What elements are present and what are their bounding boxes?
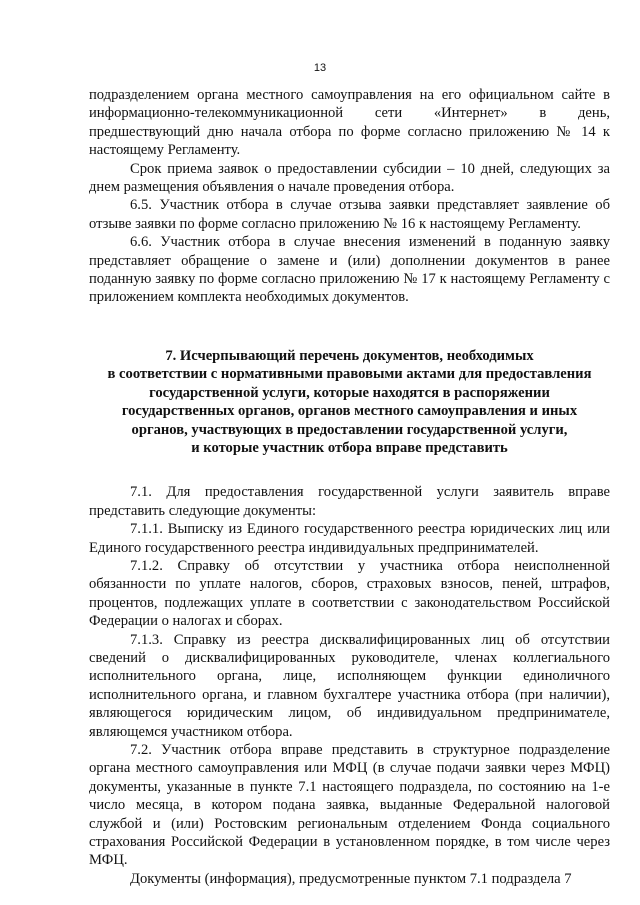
paragraph-application-period: Срок приема заявок о предоставлении субсидии – 10 дней, следующих за днем размещения объявления о начале проведения отбора. (89, 160, 610, 196)
paragraph-7-1-3: 7.1.3. Справку из реестра дисквалифицированных лиц об отсутствии сведений о дисквалифицированных руководителе, членах коллегиального исполнительного органа, лице, исполняющем функции единоличного исполнительного органа, и главном бухгалтере участника отбора (при наличии), являющегося юридическим лицом, об индивидуальном предпринимателе, являющемся участником отбора. (89, 631, 610, 740)
paragraph-documents-info: Документы (информация), предусмотренные пунктом 7.1 подраздела 7 (130, 870, 572, 887)
section-title-line: 7. Исчерпывающий перечень документов, необходимых (165, 347, 534, 364)
paragraph-7-1-1: 7.1.1. Выписку из Единого государственного реестра юридических лиц или Единого государственного реестра индивидуальных предпринимателей. (89, 521, 610, 556)
page-number: 13 (313, 62, 327, 74)
section-title-line: государственных органов, органов местного самоуправления и иных (121, 403, 578, 420)
paragraph-7-1: 7.1. Для предоставления государственной услуги заявитель вправе представить следующие документы: (89, 484, 610, 519)
section-title-line: органов, участвующих в предоставлении государственной услуги, (131, 421, 568, 438)
section-title-line: и которые участник отбора вправе представить (191, 439, 508, 456)
document-body (89, 86, 610, 888)
section-title-line: государственной услуги, которые находятся в распоряжении (149, 384, 550, 401)
section-title-line: в соответствии с нормативными правовыми актами для предоставления (107, 366, 592, 383)
paragraph-7-1-2: 7.1.2. Справку об отсутствии у участника отбора неисполненной обязанности по уплате налогов, сборов, страховых взносов, пеней, штрафов, процентов, подлежащих уплате в соответствии с законодательством Российской Федерации о налогах и сборах. (89, 557, 610, 630)
paragraph-continuation: подразделением органа местного самоуправления на его официальном сайте в информационно-телекоммуникационной сети «Интернет» в день, предшествующий дню начала отбора по форме согласно приложению № 14 к настоящему Регламенту. (89, 87, 610, 159)
paragraph-7-2: 7.2. Участник отбора вправе представить в структурное подразделение органа местного самоуправления или МФЦ (в случае подачи заявки через МФЦ) документы, указанные в пункте 7.1 настоящего подраздела, по состоянию на 1-е число месяца, в котором подана заявка, выданные Федеральной налоговой службой и (или) Ростовским региональным отделением Фонда социального страхования Российской Федерации в установленном порядке, в том числе через МФЦ. (89, 742, 610, 869)
paragraph-6-5: 6.5. Участник отбора в случае отзыва заявки представляет заявление об отзыве заявки по форме согласно приложению № 16 к настоящему Регламенту. (89, 197, 610, 232)
section-7-title (89, 347, 610, 457)
paragraph-6-6: 6.6. Участник отбора в случае внесения изменений в поданную заявку представляет обращение о замене и (или) дополнении документов в ранее поданную заявку по форме согласно приложению № 17 к настоящему Регламенту с приложением комплекта необходимых документов. (89, 234, 610, 306)
